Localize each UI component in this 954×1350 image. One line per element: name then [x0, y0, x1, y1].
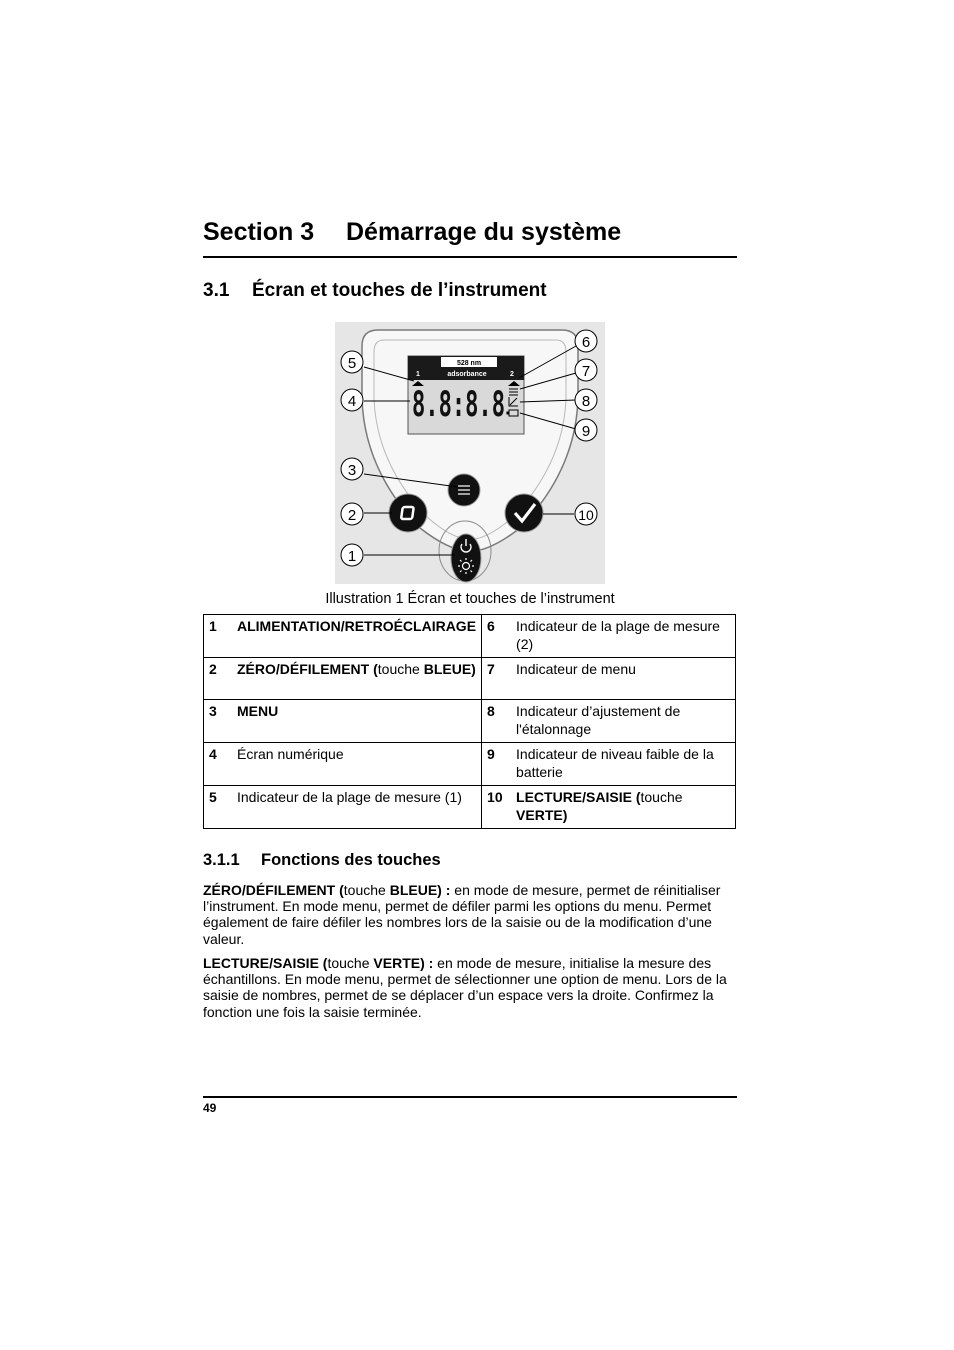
- paragraph-zero-scroll: ZÉRO/DÉFILEMENT (touche BLEUE) : en mode de mesure, permet de réinitialiser l’instrument. En mode menu, permet de défiler parmi les options du menu. Permet également de faire défiler les nombres lors de la saisie ou de la modification d’une valeur.: [203, 882, 721, 947]
- svg-text:8: 8: [581, 393, 591, 410]
- legend-text: LECTURE/SAISIE (touche VERTE): [511, 786, 735, 829]
- paragraph-read-enter: LECTURE/SAISIE (touche VERTE) : en mode de mesure, initialise la mesure des échantillons. En mode menu, permet de sélectionner une option de menu. Lors de la saisie de nombres, permet de se déplacer d’un espace vers la droite. Confirmez la fonction une fois la saisie terminée.: [203, 955, 727, 1020]
- legend-number: 4: [204, 743, 233, 786]
- lcd-range-2: 2: [510, 371, 514, 378]
- legend-text: Indicateur d’ajustement de l'étalonnage: [511, 700, 735, 743]
- callout-3: [341, 458, 363, 480]
- subsection-title: Écran et touches de l’instrument: [252, 280, 547, 301]
- zero-scroll-button[interactable]: [389, 494, 427, 532]
- callout-1: [341, 544, 363, 566]
- callout-10: [575, 503, 597, 525]
- legend-text: ZÉRO/DÉFILEMENT (touche BLEUE): [232, 658, 482, 700]
- table-row: [204, 743, 736, 786]
- legend-table: [203, 614, 736, 829]
- section-heading: [203, 218, 621, 247]
- legend-number: 10: [482, 786, 512, 829]
- legend-text: Écran numérique: [232, 743, 482, 786]
- svg-text:2: 2: [347, 507, 357, 524]
- callout-9: [575, 419, 597, 441]
- legend-text: Indicateur de niveau faible de la batterie: [511, 743, 735, 786]
- subsubsection-number: 3.1.1: [203, 851, 240, 869]
- legend-number: 5: [204, 786, 233, 829]
- callout-7: [575, 359, 597, 381]
- subsubsection-heading: [203, 851, 441, 870]
- read-enter-button[interactable]: [505, 494, 543, 532]
- table-row: [204, 700, 736, 743]
- legend-number: 7: [482, 658, 512, 700]
- table-row: [204, 615, 736, 658]
- svg-text:5: 5: [347, 355, 357, 372]
- instrument-illustration: [335, 322, 605, 584]
- section-rule: [203, 256, 737, 258]
- legend-text: Indicateur de la plage de mesure (2): [511, 615, 735, 658]
- table-row: [204, 658, 736, 700]
- page-number: 49: [203, 1101, 217, 1115]
- legend-number: 2: [204, 658, 233, 700]
- svg-text:4: 4: [347, 393, 357, 410]
- lcd-digits: 8.8:8.8: [412, 385, 505, 425]
- lcd-range-1: 1: [416, 371, 420, 378]
- figure-caption: Illustration 1 Écran et touches de l’instrument: [325, 591, 615, 607]
- lcd-wavelength: 528 nm: [456, 360, 482, 367]
- legend-text: Indicateur de la plage de mesure (1): [232, 786, 482, 829]
- legend-text: Indicateur de menu: [511, 658, 735, 700]
- svg-text:6: 6: [581, 334, 591, 351]
- svg-text:10: 10: [578, 507, 594, 523]
- subsubsection-title: Fonctions des touches: [261, 851, 441, 869]
- legend-text: ALIMENTATION/RETROÉCLAIRAGE: [232, 615, 482, 658]
- svg-text:3: 3: [347, 462, 357, 479]
- callout-2: [341, 503, 363, 525]
- section-title: Démarrage du système: [346, 218, 622, 246]
- svg-text:9: 9: [581, 423, 591, 440]
- svg-text:1: 1: [347, 548, 357, 565]
- callout-5: [341, 351, 363, 373]
- table-row: [204, 786, 736, 829]
- callout-8: [575, 389, 597, 411]
- legend-number: 3: [204, 700, 233, 743]
- svg-text:7: 7: [581, 363, 591, 380]
- callout-4: [341, 389, 363, 411]
- section-number: Section 3: [203, 218, 315, 246]
- legend-text: MENU: [232, 700, 482, 743]
- subsection-number: 3.1: [203, 280, 230, 301]
- legend-number: 8: [482, 700, 512, 743]
- footer-rule: [203, 1096, 737, 1098]
- lcd-mode: adsorbance: [447, 371, 487, 378]
- callout-6: [575, 330, 597, 352]
- legend-number: 6: [482, 615, 512, 658]
- subsection-heading: [203, 280, 547, 302]
- legend-number: 1: [204, 615, 233, 658]
- legend-number: 9: [482, 743, 512, 786]
